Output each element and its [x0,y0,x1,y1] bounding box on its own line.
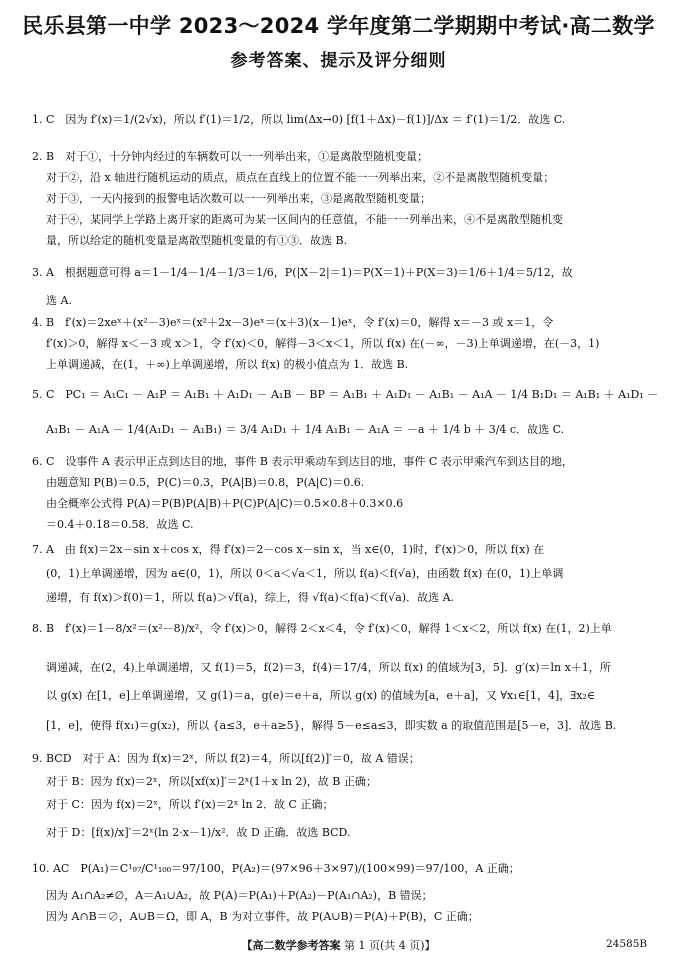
answer-line: 1. C 因为 f′(x)＝1/(2√x)，所以 f′(1)＝1/2，所以 lim(Δx→0) [f(1＋Δx)－f(1)]/Δx ＝ f′(1)＝1/2．故选 C. [32,113,566,126]
answer-line: 递增，有 f(x)＞f(0)＝1，所以 f(a)＞√f(a)，综上，得 √f(a)＜f(a)＜f(√a)．故选 A. [46,591,455,604]
answer-line: 7. A 由 f(x)＝2x－sin x＋cos x，得 f′(x)＝2－cos x－sin x，当 x∈(0，1)时，f′(x)＞0，所以 f(x) 在 [32,543,545,556]
answer-line: 对于②，沿 x 轴进行随机运动的质点，质点在直线上的位置不能一一列举出来，②不是离散型随机变量； [46,171,555,184]
answer-line: 8. B f′(x)＝1－8/x²＝(x²－8)/x²，令 f′(x)＞0，解得 2＜x＜4，令 f′(x)＜0，解得 1＜x＜2，所以 f(x) 在(1，2)上单 [32,622,612,635]
footer-page-number: 第 1 页(共 4 页)】 [343,939,436,952]
answer-line: 上单调递减，在(1，＋∞)上单调递增，所以 f(x) 的极小值点为 1．故选 B. [46,358,409,371]
answer-line: 对于 C：因为 f(x)＝2ˣ，所以 f′(x)＝2ˣ ln 2．故 C 正确； [46,798,334,811]
answer-line: [1，e]，使得 f(x₁)＝g(x₂)，所以 {a≤3，e＋a≥5}，解得 5－e≤a≤3，即实数 a 的取值范围是[5－e，3]．故选 B. [46,719,617,732]
footer-label: 【高二数学参考答案 [241,939,341,952]
answer-line: 由全概率公式得 P(A)＝P(B)P(A|B)＋P(C)P(A|C)＝0.5×0.8＋0.3×0.6 [46,497,404,510]
answer-line: 对于④，某同学上学路上离开家的距离可为某一区间内的任意值，不能一一列举出来，④不是离散型随机变 [46,213,563,226]
answer-line: ＝0.4＋0.18＝0.58．故选 C. [46,518,194,531]
answer-line: 由题意知 P(B)＝0.5，P(C)＝0.3，P(A|B)＝0.8，P(A|C)＝0.6. [46,476,365,489]
answer-line: 因为 A₁∩A₂≠∅，A＝A₁∪A₂，故 P(A)＝P(A₁)＋P(A₂)－P(A₁∩A₂)，B 错误； [46,889,433,902]
answer-line: 10. AC P(A₁)＝C¹₉₇/C¹₁₀₀＝97/100，P(A₂)＝(97×96＋3×97)/(100×99)＝97/100，A 正确； [32,862,520,875]
answer-line: 5. C PC₁ ＝ A₁C₁ － A₁P ＝ A₁B₁ ＋ A₁D₁ － A₁B － BP ＝ A₁B₁ ＋ A₁D₁ － A₁B₁ － A₁A － 1/4 B₁D₁ ＝ A₁B₁ ＋ A₁D₁ － [32,388,659,401]
answer-line: 对于③，一天内接到的报警电话次数可以一一列举出来，③是离散型随机变量； [46,192,431,205]
answer-line: 选 A. [46,294,72,307]
answer-line: f′(x)＞0，解得 x＜－3 或 x＞1，令 f′(x)＜0，解得－3＜x＜1，所以 f(x) 在(－∞，－3)上单调递增，在(－3，1) [46,337,600,350]
answer-line: 因为 A∩B＝∅，A∪B＝Ω，即 A，B 为对立事件，故 P(A∪B)＝P(A)＋P(B)，C 正确； [46,910,479,923]
answer-line: 调递减，在(2，4)上单调递增，又 f(1)＝5，f(2)＝3，f(4)＝17/4，所以 f(x) 的值域为[3，5]．g′(x)＝ln x＋1，所 [46,661,611,674]
answer-line: 6. C 设事件 A 表示甲正点到达目的地，事件 B 表示甲乘动车到达目的地，事件 C 表示甲乘汽车到达目的地， [32,455,573,468]
answer-line: 3. A 根据题意可得 a＝1－1/4－1/4－1/3＝1/6，P(|X－2|＝1)＝P(X＝1)＋P(X＝3)＝1/6＋1/4＝5/12，故 [32,266,573,279]
answer-line: 对于 B：因为 f(x)＝2ˣ，所以[xf(x)]′＝2ˣ(1＋x ln 2)，故 B 正确； [46,775,377,788]
answer-line: 以 g(x) 在[1，e]上单调递增，又 g(1)＝a，g(e)＝e＋a，所以 g(x) 的值域为[a，e＋a]，又 ∀x₁∈[1，4]，∃x₂∈ [46,689,596,702]
page-subtitle: 参考答案、提示及评分细则 [230,51,447,71]
answer-line: 量，所以给定的随机变量是离散型随机变量的有①③．故选 B. [46,234,348,247]
page-title: 民乐县第一中学 2023～2024 学年度第二学期期中考试·高二数学 [22,14,655,38]
answer-line: 9. BCD 对于 A：因为 f(x)＝2ˣ，所以 f(2)＝4，所以[f(2)]′＝0，故 A 错误； [32,752,420,765]
answer-line: A₁B₁ － A₁A － 1/4(A₁D₁ － A₁B₁) ＝ 3/4 A₁D₁ ＋ 1/4 A₁B₁ － A₁A ＝ －a ＋ 1/4 b ＋ 3/4 c．故选 C. [46,423,565,436]
answer-line: 对于 D：[f(x)/x]′＝2ˣ(ln 2·x－1)/x²．故 D 正确．故选 BCD. [46,826,351,839]
document-code: 24585B [606,938,648,950]
answer-line: (0，1)上单调递增，因为 a∈(0，1)，所以 0＜a＜√a＜1，所以 f(a)＜f(√a)，由函数 f(x) 在(0，1)上单调 [46,567,564,580]
answer-line: 2. B 对于①，十分钟内经过的车辆数可以一一列举出来，①是离散型随机变量； [32,150,429,163]
page-footer [0,937,677,953]
answer-line: 4. B f′(x)＝2xeˣ＋(x²－3)eˣ＝(x²＋2x－3)eˣ＝(x＋3)(x－1)eˣ，令 f′(x)＝0，解得 x＝－3 或 x＝1，令 [32,316,554,329]
